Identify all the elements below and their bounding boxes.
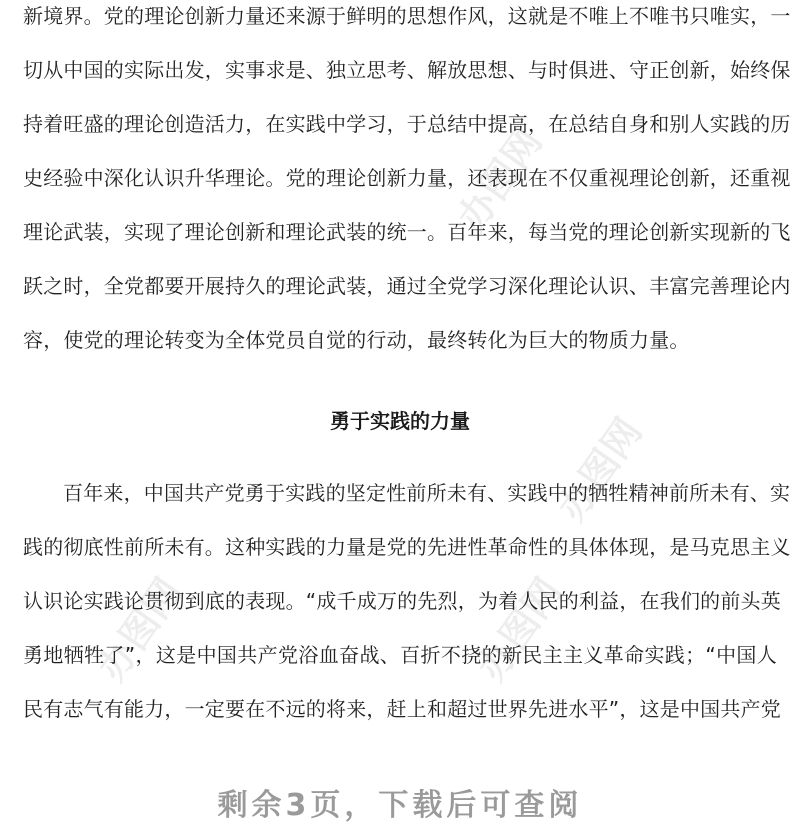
paragraph-line: 容，使党的理论转变为全体党员自觉的行动，最终转化为巨大的物质力量。: [23, 328, 690, 352]
watermark: 办图网: [89, 570, 191, 689]
paragraph-line: 持着旺盛的理论创造活力，在实践中学习，于总结中提高，在总结自身和别人实践的历: [23, 112, 791, 136]
paragraph-line: 史经验中深化认识升华理论。党的理论创新力量，还表现在不仅重视理论创新，还重视: [23, 166, 791, 190]
paragraph-line: 百年来，中国共产党勇于实践的坚定性前所未有、实践中的牺牲精神前所未有、实: [63, 481, 791, 505]
watermark: 办图网: [549, 410, 651, 529]
watermark: 办图网: [469, 570, 571, 689]
paragraph-line: 理论武装，实现了理论创新和理论武装的统一。百年来，每当党的理论创新实现新的飞: [23, 220, 791, 244]
section-heading: 勇于实践的力量: [330, 409, 470, 433]
paragraph-line: 民有志气有能力，一定要在不远的将来，赶上和超过世界先进水平”，这是中国共产党: [23, 697, 781, 721]
paragraph-line: 跃之时，全党都要开展持久的理论武装，通过全党学习深化理论认识、丰富完善理论内: [23, 274, 791, 298]
paragraph-line: 勇地牺牲了”，这是中国共产党浴血奋战、百折不挠的新民主主义革命实践；“中国人: [23, 643, 777, 667]
paragraph-line: 认识论实践论贯彻到底的表现。“成千成万的先烈，为着人民的利益，在我们的前头英: [23, 589, 781, 613]
paragraph-line: 切从中国的实际出发，实事求是、独立思考、解放思想、与时俱进、守正创新，始终保: [23, 58, 791, 82]
watermark: 办图网: [449, 120, 551, 239]
remaining-pages-banner[interactable]: 剩余3页，下载后可查阅: [217, 788, 583, 823]
paragraph-line: 践的彻底性前所未有。这种实践的力量是党的先进性革命性的具体体现，是马克思主义: [23, 535, 791, 559]
paragraph-line: 新境界。党的理论创新力量还来源于鲜明的思想作风，这就是不唯上不唯书只唯实，一: [23, 4, 791, 28]
